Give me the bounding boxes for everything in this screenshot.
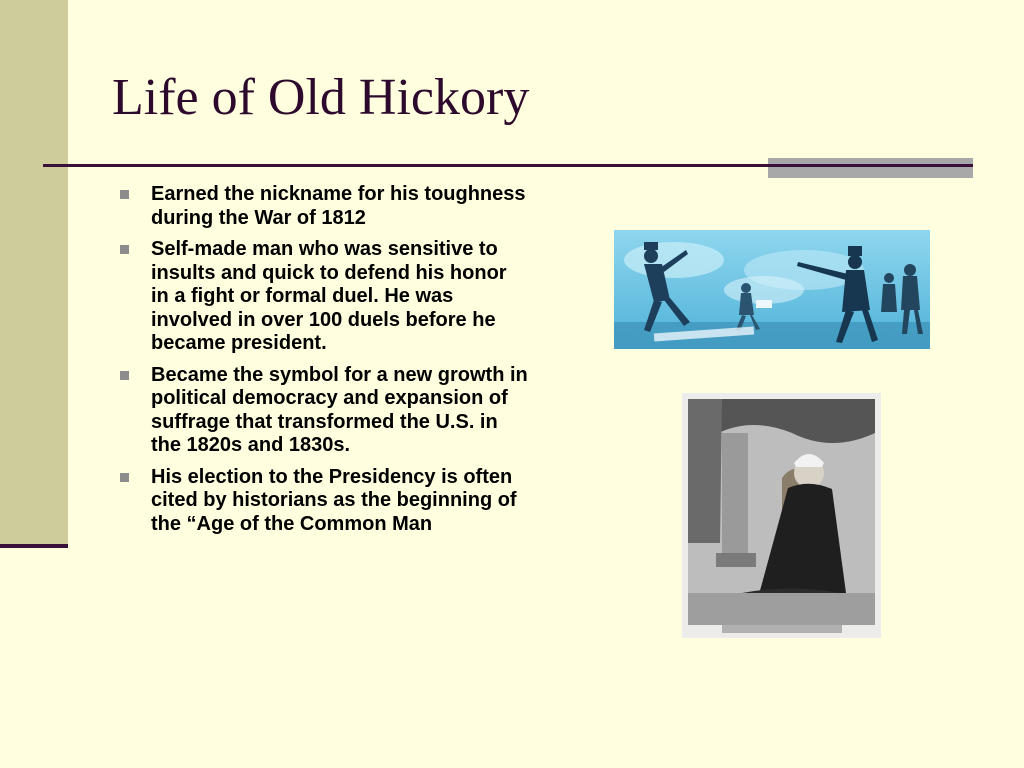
rachel-jackson-portrait-image <box>682 393 881 638</box>
bullet-item <box>118 364 528 458</box>
title-accent-block <box>768 158 973 178</box>
slide-title: Life of Old Hickory <box>112 69 530 126</box>
left-decorative-bar <box>0 0 68 545</box>
duel-illustration <box>614 230 930 349</box>
square-bullet-icon <box>120 473 129 482</box>
square-bullet-icon <box>120 190 129 199</box>
bullet-item <box>118 466 528 537</box>
portrait-illustration <box>682 393 881 638</box>
bullet-text: Became the symbol for a new growth in political democracy and expansion of suffrage that transformed the U.S. in the 1820s and 1830s. <box>151 363 528 456</box>
square-bullet-icon <box>120 371 129 380</box>
bullet-item <box>118 183 528 230</box>
left-bar-underline <box>0 544 68 548</box>
duel-cartoon-image <box>614 230 930 349</box>
bullet-text: Self-made man who was sensitive to insults and quick to defend his honor in a fight or formal duel. He was involved in over 100 duels before he became president. <box>151 238 507 354</box>
bullet-text: Earned the nickname for his toughness during the War of 1812 <box>151 183 526 229</box>
square-bullet-icon <box>120 245 129 254</box>
bullet-list <box>118 183 528 544</box>
bullet-text: His election to the Presidency is often cited by historians as the beginning of the “Age of the Common Man <box>151 465 517 535</box>
bullet-item <box>118 238 528 356</box>
